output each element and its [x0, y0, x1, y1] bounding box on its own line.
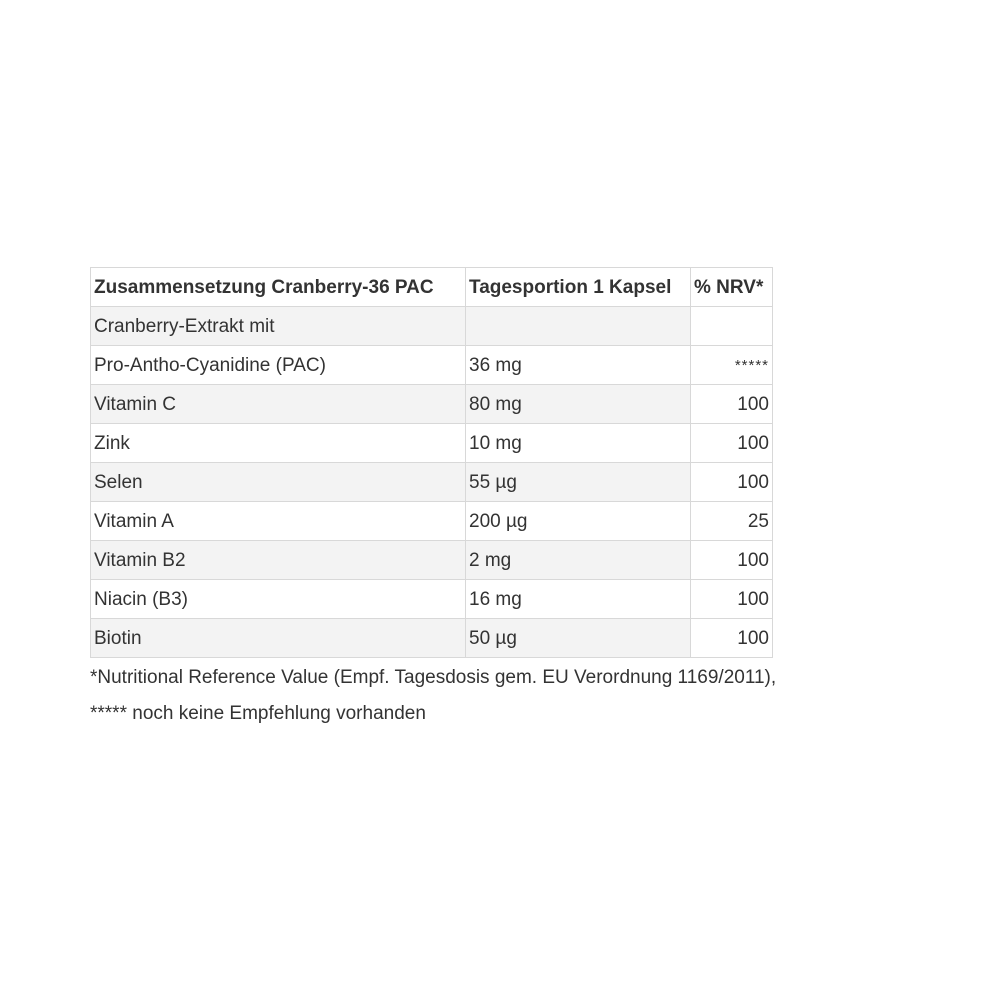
row-name: Niacin (B3) [91, 580, 466, 619]
nutrition-table [90, 267, 773, 658]
table-row [91, 424, 773, 463]
table-row [91, 385, 773, 424]
header-composition: Zusammensetzung Cranberry-36 PAC [91, 268, 466, 307]
row-dose: 80 mg [466, 385, 691, 424]
row-name: Vitamin B2 [91, 541, 466, 580]
composition-section [90, 267, 776, 732]
row-name: Vitamin A [91, 502, 466, 541]
table-body [91, 307, 773, 658]
row-nrv [691, 307, 773, 346]
row-name: Pro-Antho-Cyanidine (PAC) [91, 346, 466, 385]
table-row [91, 502, 773, 541]
row-dose: 10 mg [466, 424, 691, 463]
footnote-nrv-definition: *Nutritional Reference Value (Empf. Tagesdosis gem. EU Verordnung 1169/2011), [90, 667, 777, 688]
row-dose: 50 µg [466, 619, 691, 658]
row-nrv: 100 [691, 619, 773, 658]
table-row [91, 307, 773, 346]
row-nrv: 100 [691, 541, 773, 580]
row-nrv: 100 [691, 385, 773, 424]
header-row [91, 268, 773, 307]
row-name: Vitamin C [91, 385, 466, 424]
table-row [91, 346, 773, 385]
header-daily-dose: Tagesportion 1 Kapsel [466, 268, 691, 307]
table-header [91, 268, 773, 307]
row-name: Selen [91, 463, 466, 502]
table-row [91, 580, 773, 619]
row-name: Biotin [91, 619, 466, 658]
table-row [91, 619, 773, 658]
row-dose: 200 µg [466, 502, 691, 541]
row-dose: 16 mg [466, 580, 691, 619]
row-nrv: 100 [691, 463, 773, 502]
table-row [91, 463, 773, 502]
row-nrv: 25 [691, 502, 773, 541]
row-nrv: ***** [691, 346, 773, 385]
row-dose: 36 mg [466, 346, 691, 385]
row-name: Cranberry-Extrakt mit [91, 307, 466, 346]
footnote-no-recommendation: ***** noch keine Empfehlung vorhanden [90, 703, 426, 724]
header-nrv: % NRV* [691, 268, 773, 307]
row-dose: 55 µg [466, 463, 691, 502]
row-name: Zink [91, 424, 466, 463]
row-nrv: 100 [691, 580, 773, 619]
table-row [91, 541, 773, 580]
row-dose: 2 mg [466, 541, 691, 580]
row-dose [466, 307, 691, 346]
row-nrv: 100 [691, 424, 773, 463]
